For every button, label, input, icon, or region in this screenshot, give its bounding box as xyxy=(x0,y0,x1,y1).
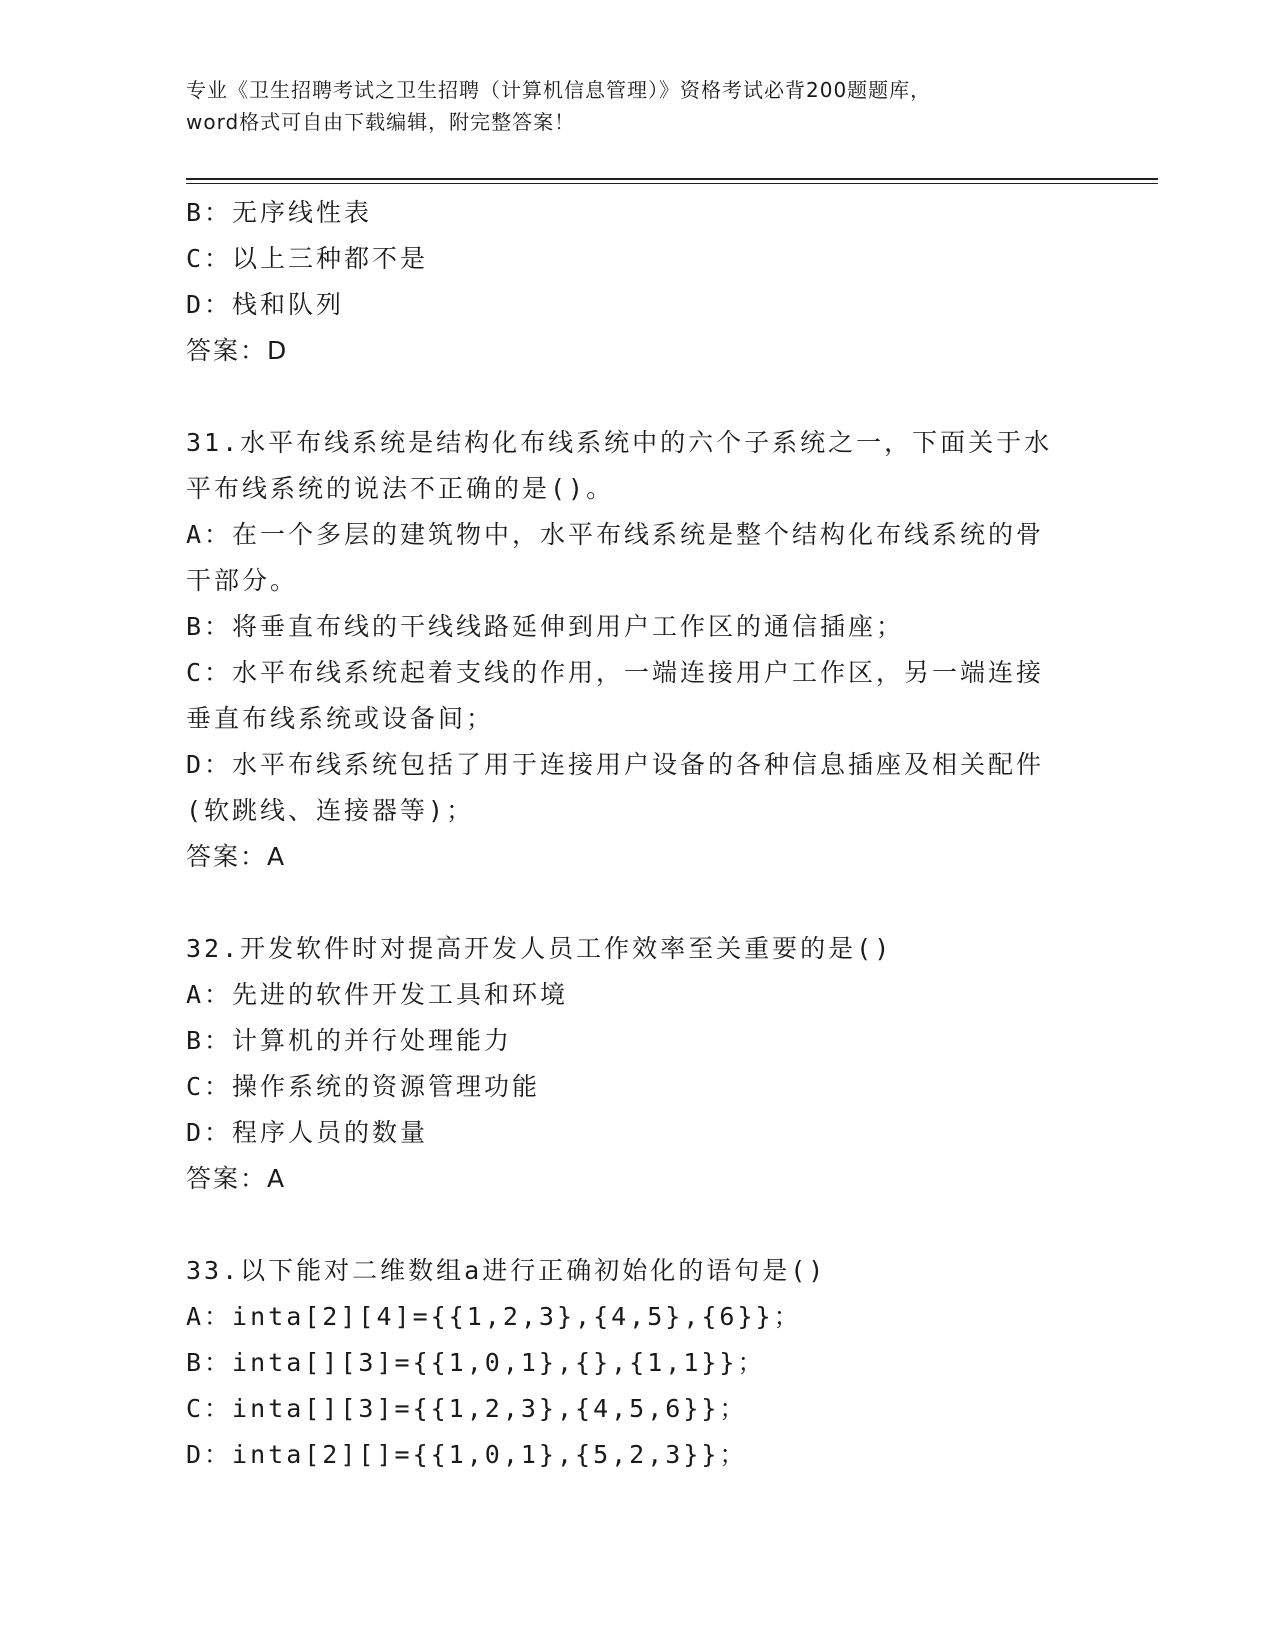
question-stem-cont: 平布线系统的说法不正确的是()。 xyxy=(186,474,615,503)
answer-line: 答案：A xyxy=(186,1164,287,1193)
prev-question-options xyxy=(186,190,1086,328)
option-d: D：inta[2][]={{1,0,1},{5,2,3}}； xyxy=(186,1440,748,1469)
option-b: B：inta[][3]={{1,0,1},{},{1,1}}； xyxy=(186,1348,766,1377)
question-stem: 32.开发软件时对提高开发人员工作效率至关重要的是() xyxy=(186,934,893,963)
option-d: D：程序人员的数量 xyxy=(186,1118,429,1147)
question-stem: 33.以下能对二维数组a进行正确初始化的语句是() xyxy=(186,1256,827,1285)
spacer xyxy=(186,880,1086,926)
option-c: C：水平布线系统起着支线的作用，一端连接用户工作区，另一端连接 xyxy=(186,658,1045,687)
option-d-cont: (软跳线、连接器等)； xyxy=(186,796,475,825)
question-stem: 31.水平布线系统是结构化布线系统中的六个子系统之一，下面关于水 xyxy=(186,428,1053,457)
answer-line: 答案：D xyxy=(186,336,289,365)
option-a: A：在一个多层的建筑物中，水平布线系统是整个结构化布线系统的骨 xyxy=(186,520,1045,549)
question-33 xyxy=(186,1248,1086,1478)
option-a: A：先进的软件开发工具和环境 xyxy=(186,980,569,1009)
header-line-1: 专业《卫生招聘考试之卫生招聘（计算机信息管理）》资格考试必背200题题库， xyxy=(186,78,932,102)
header-rule xyxy=(186,178,1158,180)
document-header xyxy=(186,74,1066,138)
question-31 xyxy=(186,420,1086,880)
option-c: C：inta[][3]={{1,2,3},{4,5,6}}； xyxy=(186,1394,748,1423)
option-b: B：将垂直布线的干线线路延伸到用户工作区的通信插座； xyxy=(186,612,905,641)
option-d: D：栈和队列 xyxy=(186,290,345,319)
header-line-2: word格式可自由下载编辑，附完整答案！ xyxy=(186,110,576,134)
option-a: A：inta[2][4]={{1,2,3},{4,5},{6}}； xyxy=(186,1302,802,1331)
option-a-cont: 干部分。 xyxy=(186,566,299,595)
option-b: B：计算机的并行处理能力 xyxy=(186,1026,513,1055)
option-c: C：以上三种都不是 xyxy=(186,244,429,273)
spacer xyxy=(186,374,1086,420)
spacer xyxy=(186,1202,1086,1248)
question-32 xyxy=(186,926,1086,1202)
option-c-cont: 垂直布线系统或设备间； xyxy=(186,704,495,733)
document-body xyxy=(186,190,1086,1478)
option-d: D：水平布线系统包括了用于连接用户设备的各种信息插座及相关配件 xyxy=(186,750,1045,779)
option-b: B：无序线性表 xyxy=(186,198,373,227)
header-rule-thin xyxy=(186,183,1158,184)
option-c: C：操作系统的资源管理功能 xyxy=(186,1072,541,1101)
answer-line: 答案：A xyxy=(186,842,287,871)
